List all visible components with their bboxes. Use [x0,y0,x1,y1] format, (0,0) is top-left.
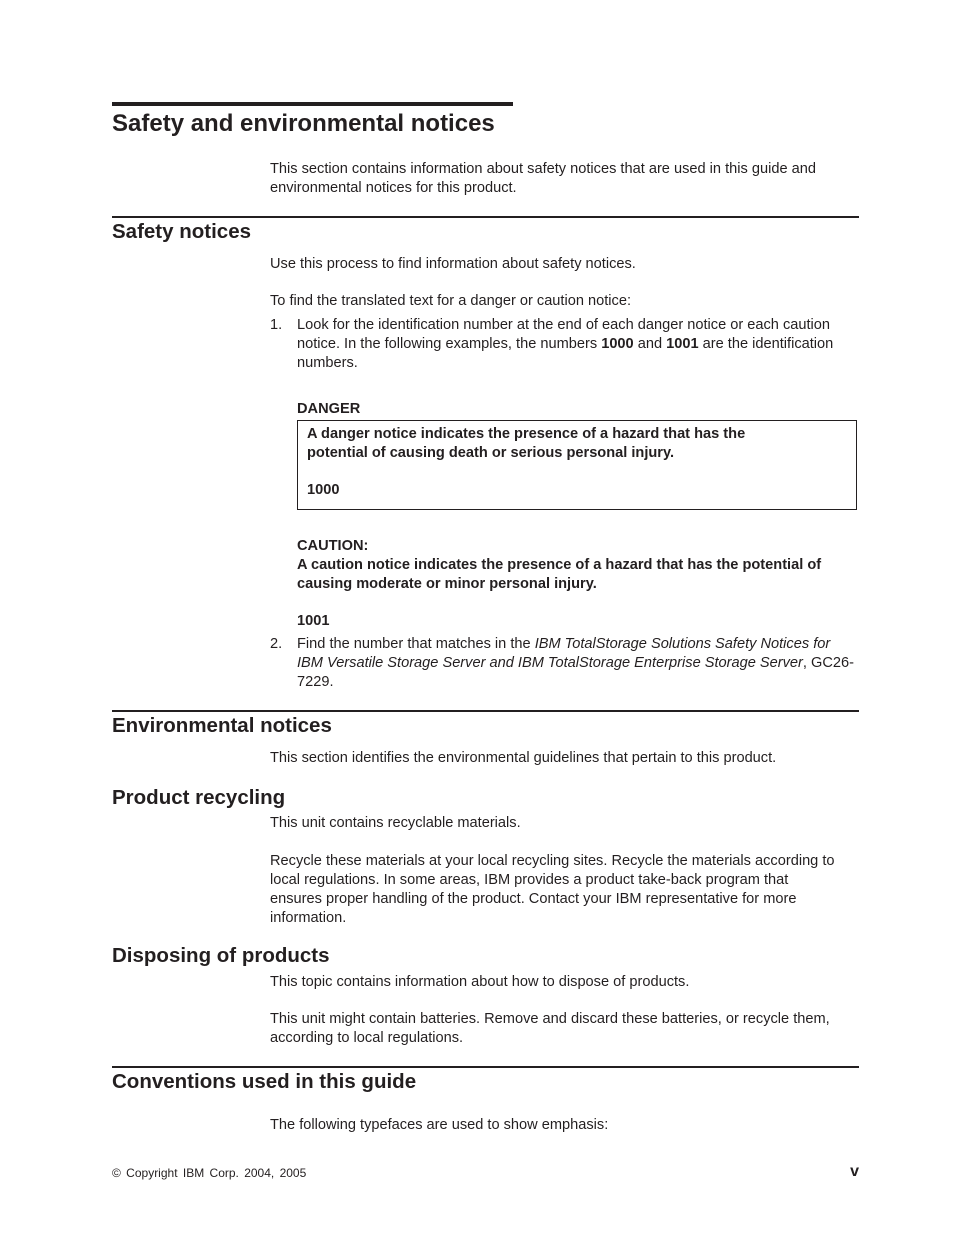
step-2-number: 2. [270,636,283,652]
environmental-paragraph: This section identifies the environmental guidelines that pertain to this product. [270,750,777,766]
title-rule [112,102,513,106]
danger-notice-id: 1000 [307,482,340,498]
page-number: v [850,1163,859,1180]
section-rule [112,216,859,218]
recycling-paragraph-1: This unit contains recyclable materials. [270,815,521,831]
safety-notices-heading: Safety notices [112,220,251,243]
disposing-paragraph-2: This unit might contain batteries. Remove and discard these batteries, or recycle them, according to local regulations. [270,1011,830,1046]
recycling-paragraph-2: Recycle these materials at your local recycling sites. Recycle the materials according to local regulations. In some areas, IBM provides a product take-back program that ensures proper handling of the product. Contact your IBM representative for more information. [270,853,835,926]
danger-label: DANGER [297,401,361,417]
caution-label: CAUTION: [297,538,369,554]
step-1-text: Look for the identification number at the end of each danger notice or each caution notice. In the following examples, the numbers 1000 and 1001 are the identification numbers. [297,317,834,371]
caution-notice-text: A caution notice indicates the presence of a hazard that has the potential of causing moderate or minor personal injury. [297,557,822,592]
product-recycling-heading: Product recycling [112,786,286,809]
disposing-paragraph-1: This topic contains information about how to dispose of products. [270,974,690,990]
section-rule [112,710,859,712]
environmental-notices-heading: Environmental notices [112,714,332,737]
page-title: Safety and environmental notices [112,110,495,137]
danger-notice-text: A danger notice indicates the presence of a hazard that has the potential of causing death or serious personal injury. [307,426,746,461]
caution-notice-id: 1001 [297,613,330,629]
step-1-number: 1. [270,317,283,333]
conventions-paragraph: The following typefaces are used to show emphasis: [270,1117,609,1133]
copyright-notice: © Copyright IBM Corp. 2004, 2005 [112,1166,307,1180]
disposing-products-heading: Disposing of products [112,944,330,967]
intro-paragraph: This section contains information about safety notices that are used in this guide and environmental notices for this product. [270,161,816,196]
section-rule [112,1066,859,1068]
safety-paragraph-2: To find the translated text for a danger or caution notice: [270,293,632,309]
step-2-text: Find the number that matches in the IBM TotalStorage Solutions Safety Notices for IBM Versatile Storage Server and IBM TotalStorage Enterprise Storage Server, GC26-7229. [297,636,854,690]
conventions-heading: Conventions used in this guide [112,1070,417,1093]
safety-paragraph-1: Use this process to find information about safety notices. [270,256,636,272]
